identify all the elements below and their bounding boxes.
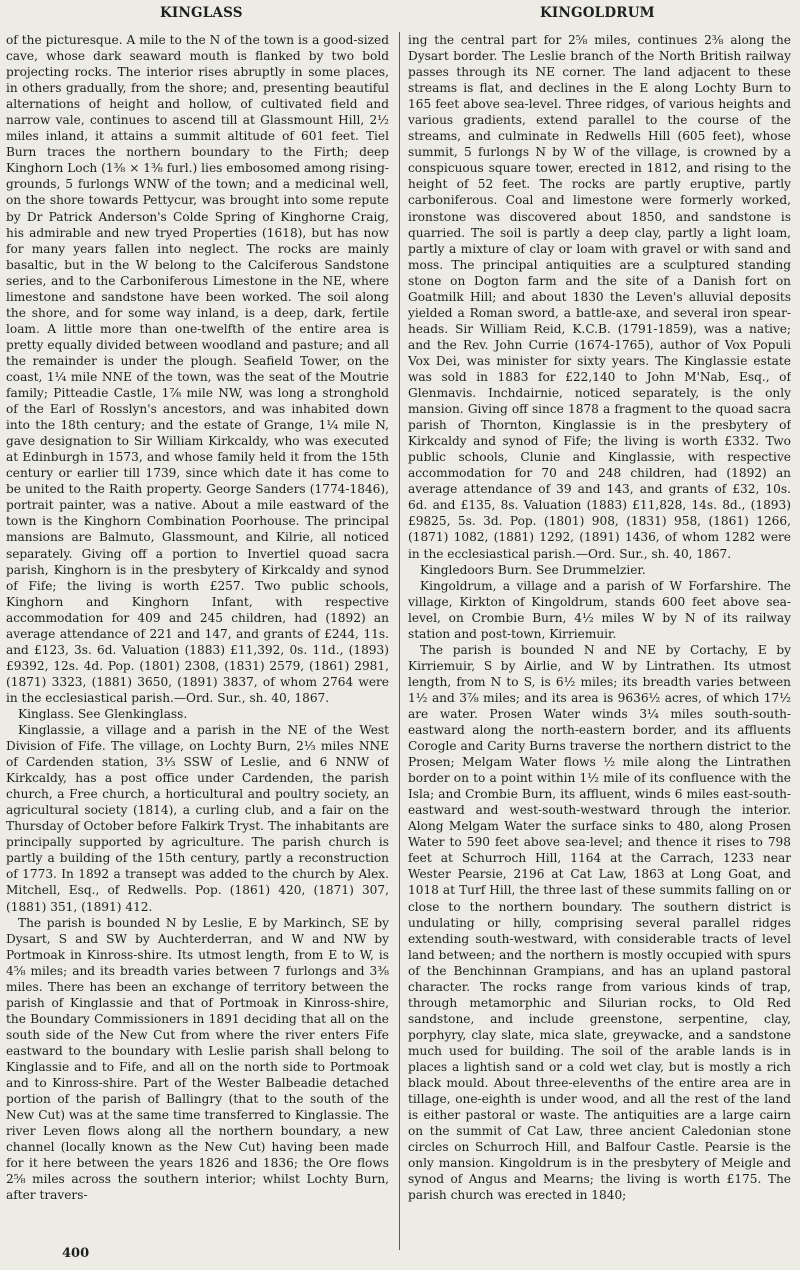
kinglass-entry: Kinglass. See Glenkinglass. <box>18 706 188 721</box>
kingledoors-burn-entry: Kingledoors Burn. See Drummelzier. <box>420 562 646 577</box>
kingoldrum-parish-paragraph: The parish is bounded N and NE by Cortachy, E by Kirriemuir, S by Airlie, and W by Lintrathen. Its utmost length, from N to S, is 6½ miles; its breadth varies between 1½ and 3⅞ miles; and its area is 9636½ acres, of which 17½ are water. Prosen Water winds 3¼ miles south-south-eastward along the north-eastern border, and its affluents Corogle and Carity Burns traverse the northern district to the Prosen; Melgam Water flows ½ mile along the Lintrathen border on to a point within 1½ mile of its confluence with the Isla; and Crombie Burn, its affluent, winds 6 miles east-south-eastward and west-south-westward through the interior. Along Melgam Water the surface sinks to 480, along Prosen Water to 590 feet above sea-level; and thence it rises to 798 feet at Schurroch Hill, 1164 at the Carrach, 1233 near Wester Pearsie, 2196 at Cat Law, 1863 at Long Goat, and 1018 at Turf Hill, the three last of these summits falling on or close to the northern boundary. The southern district is undulating or hilly, comprising several parallel ridges extending south-westward, with considerable tracts of level land between; and the northern is mostly occupied with spurs of the Benchinnan Grampians, and has an upland pastoral character. The rocks range from various kinds of trap, through metamorphic and Silurian rocks, to Old Red sandstone, and include greenstone, serpentine, clay, porphyry, clay slate, mica slate, greywacke, and a sandstone much used for building. The soil of the arable lands is in places a lightish sand or a cold wet clay, but is mostly a rich black mould. About three-elevenths of the entire area are in tillage, one-eighth is under wood, and all the rest of the land is either pastoral or waste. The antiquities are a large cairn on the summit of Cat Law, three ancient Caledonian stone circles on Schurroch Hill, and Balfour Castle. Pearsie is the only mansion. Kingoldrum is in the presbytery of Meigle and synod of Angus and Mearns; the living is worth £175. The parish church was erected in 1840; <box>408 642 791 1203</box>
kinghorn-entry-continued: of the picturesque. A mile to the N of the town is a good-sized cave, whose dark seaward mouth is flanked by two bold projecting rocks. The interior rises abruptly in some places, in others gradually, from the shore; and, presenting beautiful alternations of height and hollow, of cultivated field and narrow vale, continues to ascend till at Glassmount Hill, 2½ miles inland, it attains a summit altitude of 601 feet. Tiel Burn traces the northern boundary to the Firth; deep Kinghorn Loch (1⅜ × 1⅜ furl.) lies embosomed among rising-grounds, 5 furlongs WNW of the town; and a medicinal well, on the shore towards Pettycur, was brought into some repute by Dr Patrick Anderson's Colde Spring of Kinghorne Craig, his admirable and new tryed Properties (1618), but has now for many years fallen into neglect. The rocks are mainly basaltic, but in the W belong to the Calciferous Sandstone series, and to the Carboniferous Limestone in the NE, where limestone and sandstone have been worked. The soil along the shore, and for some way inland, is a deep, dark, fertile loam. A little more than one-twelfth of the entire area is pretty equally divided between woodland and pasture; and all the remainder is under the plough. Seafield Tower, on the coast, 1¼ mile NNE of the town, was the seat of the Moutrie family; Pitteadie Castle, 1⅞ mile NW, was long a stronghold of the Earl of Rosslyn's ancestors, and was inhabited down into the 18th century; and the estate of Grange, 1¼ mile N, gave designation to Sir William Kirkcaldy, who was executed at Edinburgh in 1573, and whose family held it from the 15th century or earlier till 1739, since which date it has come to be united to the Raith property. George Sanders (1774-1846), portrait painter, was a native. About a mile eastward of the town is the Kinghorn Combination Poorhouse. The principal mansions are Balmuto, Glassmount, and Kilrie, all noticed separately. Giving off a portion to Invertiel quoad sacra parish, Kinghorn is in the presbytery of Kirkcaldy and synod of Fife; the living is worth £257. Two public schools, Kinghorn and Kinghorn Infant, with respective accommodation for 409 and 245 children, had (1892) an average attendance of 221 and 147, and grants of £244, 11s. and £123, 3s. 6d. Valuation (1883) £11,392, 0s. 11d., (1893) £9392, 12s. 4d. Pop. (1801) 2308, (1831) 2579, (1861) 2981, (1871) 3323, (1881) 3650, (1891) 3837, of whom 2764 were in the ecclesiastical parish.—Ord. Sur., sh. 40, 1867. <box>6 33 389 705</box>
kingoldrum-entry: Kingoldrum, a village and a parish of W Forfarshire. The village, Kirkton of Kingoldrum, stands 600 feet above sea-level, on Crombie Burn, 4½ miles W by N of its railway station and post-town, Kirriemuir. <box>408 578 791 641</box>
column-divider <box>399 32 400 1250</box>
left-column <box>6 32 389 1247</box>
kinglassie-entry-continued: ing the central part for 2⅝ miles, continues 2⅜ along the Dysart border. The Leslie branch of the North British railway passes through its NE corner. The land adjacent to these streams is flat, and declines in the E along Lochty Burn to 165 feet above sea-level. Three ridges, of various heights and various gradients, extend parallel to the course of the streams, and culminate in Redwells Hill (605 feet), whose summit, 5 furlongs N by W of the village, is crowned by a conspicuous square tower, erected in 1812, and rising to the height of 52 feet. The rocks are partly eruptive, partly carboniferous. Coal and limestone were formerly worked, ironstone was discovered about 1850, and sandstone is quarried. The soil is partly a deep clay, partly a light loam, partly a mixture of clay or loam with gravel or with sand and moss. The principal antiquities are a sculptured standing stone on Dogton farm and the site of a Danish fort on Goatmilk Hill; and about 1830 the Leven's alluvial deposits yielded a Roman sword, a battle-axe, and several iron spear-heads. Sir William Reid, K.C.B. (1791-1859), was a native; and the Rev. John Currie (1674-1765), author of Vox Populi Vox Dei, was minister for sixty years. The Kinglassie estate was sold in 1883 for £22,140 to John M'Nab, Esq., of Glenmavis. Inchdairnie, noticed separately, is the only mansion. Giving off since 1878 a fragment to the quoad sacra parish of Thornton, Kinglassie is in the presbytery of Kirkcaldy and synod of Fife; the living is worth £332. Two public schools, Clunie and Kinglassie, with respective accommodation for 70 and 248 children, had (1892) an average attendance of 39 and 143, and grants of £32, 10s. 6d. and £135, 8s. Valuation (1883) £11,828, 14s. 8d., (1893) £9825, 5s. 3d. Pop. (1801) 908, (1831) 958, (1861) 1266, (1871) 1082, (1881) 1292, (1891) 1436, of whom 1282 were in the ecclesiastical parish.—Ord. Sur., sh. 40, 1867. <box>408 33 791 561</box>
page-number: 400 <box>62 1246 90 1261</box>
running-header <box>0 5 800 25</box>
right-column <box>408 32 791 1247</box>
kinglassie-parish-paragraph: The parish is bounded N by Leslie, E by Markinch, SE by Dysart, S and SW by Auchterderran, and W and NW by Portmoak in Kinross-shire. Its utmost length, from E to W, is 4⅝ miles; and its breadth varies between 7 furlongs and 3⅜ miles. There has been an exchange of territory between the parish of Kinglassie and that of Portmoak in Kinross-shire, the Boundary Commissioners in 1891 deciding that all on the south side of the New Cut from where the river enters Fife eastward to the boundary with Leslie parish shall belong to Kinglassie and to Fife, and all on the north side to Portmoak and to Kinross-shire. Part of the Wester Balbeadie detached portion of the parish of Ballingry (that to the south of the New Cut) was at the same time transferred to Kinglassie. The river Leven flows along all the northern boundary, a new channel (locally known as the New Cut) having been made for it here between the years 1826 and 1836; the Ore flows 2⅝ miles across the southern interior; whilst Lochty Burn, after travers- <box>6 915 389 1203</box>
kinglassie-entry: Kinglassie, a village and a parish in the NE of the West Division of Fife. The village, on Lochty Burn, 2⅓ miles NNE of Cardenden station, 3⅓ SSW of Leslie, and 6 NNW of Kirkcaldy, has a post office under Cardenden, the parish church, a Free church, a horticultural and poultry society, an agricultural society (1814), a curling club, and a fair on the Thursday of October before Falkirk Tryst. The inhabitants are principally supported by agriculture. The parish church is partly a building of the 15th century, partly a reconstruction of 1773. In 1892 a transept was added to the church by Alex. Mitchell, Esq., of Redwells. Pop. (1861) 420, (1871) 307, (1881) 351, (1891) 412. <box>6 723 389 914</box>
header-left-keyword: KINGLASS <box>160 5 243 21</box>
header-right-keyword: KINGOLDRUM <box>540 5 655 21</box>
